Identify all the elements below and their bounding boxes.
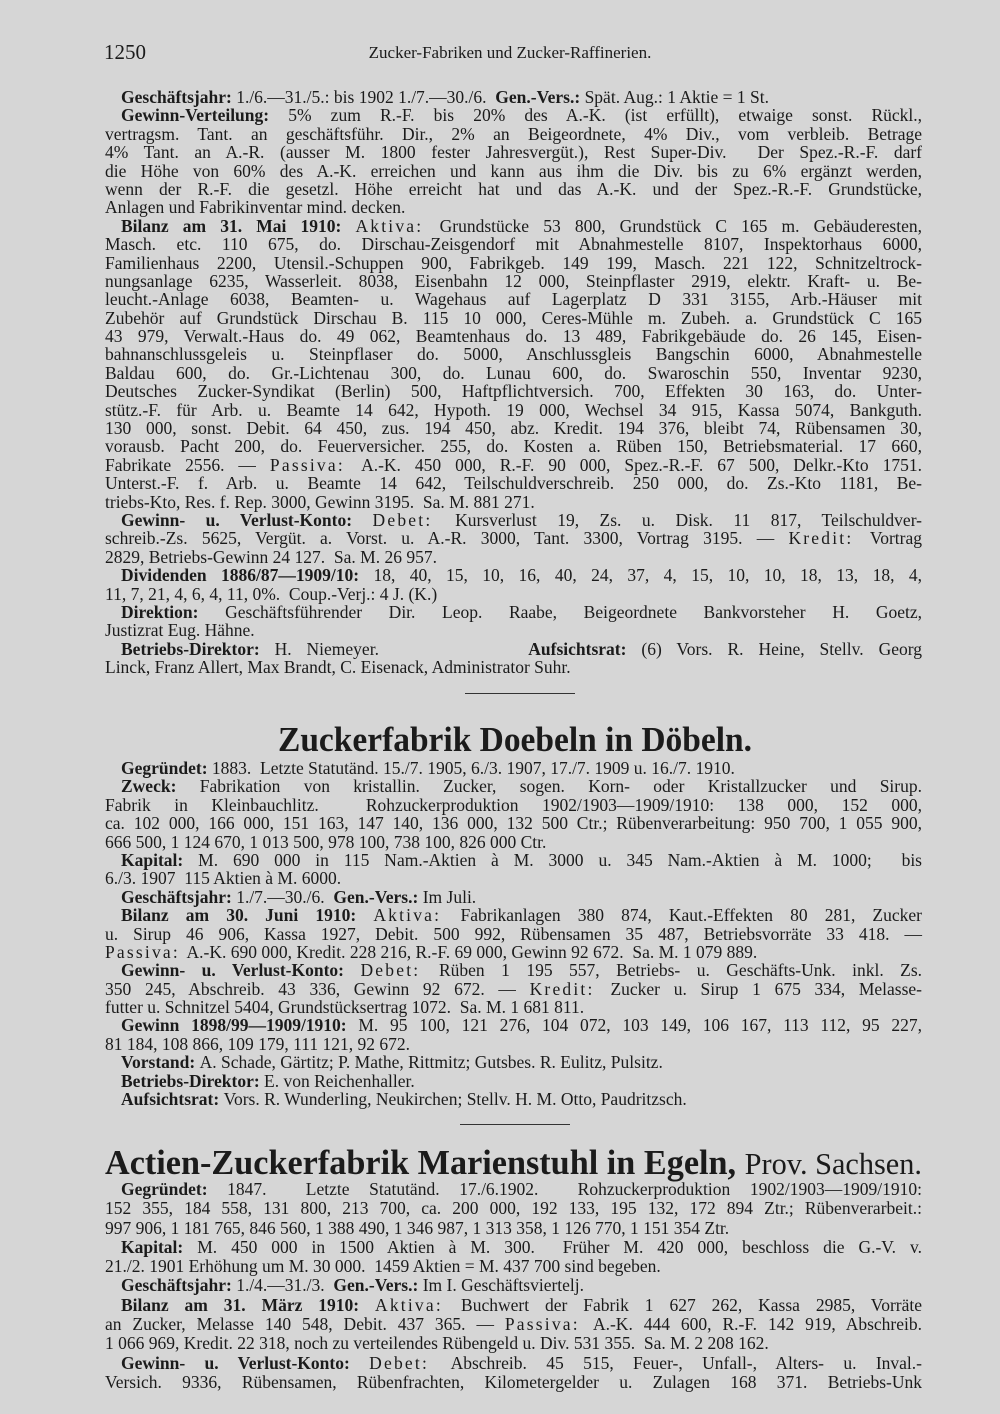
text-run: Rüben 1 195 557, Betriebs- u. Geschäfts-Unk. inkl. Zs. [438,960,923,981]
paragraph [105,759,922,777]
paragraph [105,640,922,677]
text-line-content [121,640,922,658]
paragraph [105,511,922,566]
running-title-text: Zucker-Fabriken und Zucker-Raffinerien. [368,43,652,62]
field-label: Gewinn- u. Verlust-Konto: [121,960,361,981]
text-run: Fabrikation von kristallin. Zucker, sogen. Korn- oder Kristallzucker und Sirup. [199,776,922,797]
text-line [105,419,922,437]
text-line [105,364,922,382]
text-run: 11, 7, 21, 4, 6, 4, 11, 0%. Coup.-Verj.: 4 J. (K.) [105,583,438,604]
text-line-content [105,419,922,437]
text-line-content [105,437,922,455]
text-run: Zucker u. Sirup 1 675 334, Melasse- [610,978,922,999]
text-run: Fabrik in Kleinbauchlitz. Rohzuckerproduktion 1902/1903—1909/1910: 138 000, 152 000, [105,794,922,815]
paragraph [105,888,922,906]
text-run: vertragsm. Tant. an geschäftsführ. Dir., 2% an Beigeordnete, 4% Div., vom verbleib. Betrage [105,123,922,144]
text-line [105,906,922,924]
text-line-content [105,943,757,961]
text-line-content [105,1257,661,1276]
field-label: Gegründet: [121,1179,228,1199]
text-line-content [105,180,922,198]
text-run: an Zucker, Melasse 140 548, Debit. 437 365. — [105,1314,505,1335]
text-line-content [105,456,922,474]
text-line [105,456,922,474]
paragraph [105,566,922,603]
text-line [105,309,922,327]
paragraph [105,217,922,511]
text-line-content [105,290,922,308]
text-line [105,1199,922,1218]
paragraph [105,1180,922,1238]
text-line-content [105,1219,729,1238]
field-label: Actien-Zuckerfabrik Marienstuhl in Egeln, [105,1143,745,1182]
running-title [300,43,720,63]
company-entry-marienstuhl [105,1180,922,1392]
text-line-content [121,1238,922,1257]
text-line-content [105,272,922,290]
text-line [105,888,922,906]
text-line [105,980,922,998]
text-line [105,511,922,529]
text-line-content [105,254,922,272]
text-run: triebs-Kto, Res. f. Rep. 3000, Gewinn 3195. Sa. M. 881 271. [105,491,535,512]
text-run: Spät. Aug.: 1 Aktie = 1 St. [584,87,769,107]
paragraph [105,1238,922,1277]
text-line-content [105,796,922,814]
text-line [105,640,922,658]
text-line [105,1072,922,1090]
field-label: Aufsichtsrat: [528,638,642,659]
paragraph [105,603,922,640]
field-label: Direktion: [121,601,226,622]
text-line-content [105,585,437,603]
text-line-content [121,777,922,795]
text-run: die Höhe von 60% des A.-K. erreichen und kann aus ihm die Div. bis zu 6% ergänzt werden, [105,160,922,181]
text-line-content [105,327,922,345]
text-line [105,1035,922,1053]
text-line [105,235,922,253]
text-line-content [105,925,922,943]
company-entry-doebeln [105,759,922,1108]
text-run: 2829, Betriebs-Gewinn 24 127. Sa. M. 26 957. [105,546,437,567]
text-run: 1./4.—31./3. [236,1275,334,1296]
text-run: 1 066 969, Kredit. 22 318, noch zu verteilendes Rübengeld u. Div. 531 355. Sa. M. 2 208 162. [105,1333,769,1354]
text-line [105,345,922,363]
text-line [105,493,922,511]
text-line [105,106,922,124]
spaced-term: Debet: [372,509,456,530]
field-label: Kapital: [121,1236,198,1257]
field-label: Betriebs-Direktor: [121,1070,265,1091]
field-label: Gewinn 1898/99—1909/1910: [121,1015,359,1036]
text-line-content [121,88,769,106]
text-line-content [121,217,922,235]
text-run: Justizrat Eug. Hähne. [105,620,255,641]
text-line [105,1354,922,1373]
text-line [105,529,922,547]
company-entry-continued [105,88,922,677]
spaced-term: Aktiva: [373,905,461,926]
text-line-content [121,1276,584,1295]
text-line-content [105,474,922,492]
text-line [105,796,922,814]
company-title-doebeln [278,720,752,760]
paragraph [105,777,922,851]
text-line [105,1219,922,1238]
text-line-content [105,198,405,216]
text-line [105,198,922,216]
text-run: M. 95 100, 121 276, 104 072, 103 149, 106 167, 113 112, 95 227, [358,1015,922,1036]
text-run: A.-K. 450 000, R.-F. 90 000, Spez.-R.-F. 67 500, Delkr.-Kto 1751. [361,454,922,475]
field-label: Gegründet: [121,758,212,778]
text-line-content [121,566,922,584]
field-label: Vorstand: [121,1052,200,1073]
text-line [105,180,922,198]
text-line [105,272,922,290]
text-line-content [121,106,922,124]
text-run: stütz.-F. für Arb. u. Beamte 14 642, Hypoth. 19 000, Wechsel 34 915, Kassa 5074, Bankguth. [105,399,922,420]
text-run: Masch. etc. 110 675, do. Dirschau-Zeisgendorf mit Abnahmestelle 8107, Inspektorhaus 6000, [105,234,922,255]
text-line-content [105,1315,922,1334]
text-line-content [105,1334,769,1353]
text-line [105,125,922,143]
text-run: Prov. Sachsen. [744,1146,922,1181]
company-title-marienstuhl [105,1143,922,1184]
text-line-content [105,980,922,998]
text-run: 1./7.—30./6. [236,886,334,907]
text-line-content [121,851,922,869]
text-run: (6) Vors. R. Heine, Stellv. Georg [641,638,922,659]
text-line [105,943,922,961]
text-line [105,1180,922,1199]
text-run: 81 184, 108 866, 109 179, 111 121, 92 672. [105,1033,410,1054]
spaced-term: Aktiva: [375,1294,462,1315]
text-run: M. 690 000 in 115 Nam.-Aktien à M. 3000 u. 345 Nam.-Aktien à M. 1000; bis [198,849,922,870]
text-run: vorausb. Pacht 200, do. Feuerversicher. 255, do. Kosten a. Rüben 150, Betriebsmaterial. 17 660, [105,436,922,457]
text-line [105,1373,922,1392]
field-label: Betriebs-Direktor: [121,638,275,659]
text-run: wenn der R.-F. die gesetzl. Höhe erreicht hat und das A.-K. und der Spez.-R.-F. Grundstücke, [105,178,922,199]
text-line [105,925,922,943]
text-line [105,566,922,584]
text-run: nungsanlage 6235, Wasserleit. 8038, Eisenbahn 12 000, Steinpflaster 2919, elektr. Kraft- u. Be- [105,270,922,291]
text-line [105,1296,922,1315]
text-line-content [105,162,922,180]
text-line-content [105,235,922,253]
text-line [105,585,922,603]
text-run: 1883. Letzte Statutänd. 15./7. 1905, 6./3. 1907, 17./7. 1909 u. 16./7. 1910. [211,758,735,778]
text-line-content [105,345,922,363]
text-run: 1./6.—31./5.: bis 1902 1./7.—30./6. [236,87,496,107]
text-line [105,759,922,777]
text-run: 152 355, 184 558, 131 800, 213 700, ca. 200 000, 192 133, 195 132, 172 894 Ztr.; Rübenverarbeit.: [105,1198,922,1219]
text-line-content [105,869,341,887]
text-line [105,1257,922,1276]
text-line [105,833,922,851]
text-line [105,217,922,235]
text-line-content [105,143,922,161]
text-run: E. von Reichenhaller. [264,1070,415,1091]
field-label: Geschäftsjahr: [121,886,237,907]
text-run: Buchwert der Fabrik 1 627 262, Kassa 2985, Vorräte [461,1294,922,1315]
text-line [105,777,922,795]
text-run: A.-K. 690 000, Kredit. 228 216, R.-F. 69 000, Gewinn 92 672. Sa. M. 1 079 889. [186,941,758,962]
spaced-term: Debet: [369,1352,451,1373]
paragraph [105,1072,922,1090]
spaced-term: Passiva: [504,1314,593,1335]
field-label: Bilanz am 31. März 1910: [121,1294,376,1315]
text-line [105,998,922,1016]
text-line-content [121,888,476,906]
text-line [105,548,922,566]
text-run: ca. 102 000, 166 000, 151 163, 147 140, 136 000, 132 500 Ctr.; Rübenverarbeitung: 950 700, 1 055 900, [105,813,922,834]
text-line-content [121,1053,663,1071]
text-line-content [121,1180,922,1199]
text-line-content [121,759,735,777]
text-run: 21./2. 1901 Erhöhung um M. 30 000. 1459 Aktien = M. 437 700 sind begeben. [105,1256,661,1277]
text-line-content [121,1072,415,1090]
text-line-content [105,382,922,400]
text-run: 1847. Letzte Statutänd. 17./6.1902. Rohzuckerproduktion 1902/1903—1909/1910: [227,1179,922,1199]
spaced-term: Passiva: [105,941,187,962]
field-label: Aufsichtsrat: [121,1089,224,1110]
text-line [105,474,922,492]
paragraph [105,961,922,1016]
field-label: Gen.-Vers.: [495,87,585,107]
text-line-content [121,603,922,621]
paragraph [105,851,922,888]
text-run: Vors. R. Wunderling, Neukirchen; Stellv. H. M. Otto, Paudritzsch. [223,1089,687,1110]
text-run: 4% Tant. an A.-R. (ausser M. 1800 fester Jahresvergüt.), Rest Super-Div. Der Spez.-R.-F. darf [105,142,922,163]
spaced-term: Passiva: [269,454,362,475]
text-line-content [121,1296,922,1315]
text-line-content [121,906,922,924]
spaced-term: Debet: [360,960,439,981]
text-line-content [121,1016,922,1034]
field-label: Gewinn- u. Verlust-Konto: [121,509,373,530]
text-line [105,327,922,345]
text-line [105,1053,922,1071]
text-line [105,814,922,832]
text-run: Im Juli. [422,886,477,907]
text-run: A. Schade, Gärtitz; P. Mathe, Rittmitz; Gutsbes. R. Eulitz, Pulsitz. [199,1052,663,1073]
text-line [105,143,922,161]
text-line-content [105,309,922,327]
paragraph [105,1276,922,1295]
text-line-content [121,1354,922,1373]
text-line-content [105,493,535,511]
paragraph [105,88,922,106]
field-label: Zweck: [121,776,200,797]
text-run: Fabrikate 2556. — [105,454,270,475]
text-line [105,162,922,180]
paragraph [105,1354,922,1393]
text-line [105,1334,922,1353]
text-run: bahnanschlussgeleis u. Steinpflaser do. 5000, Anschlussgleis Bangschin 6000, Abnahmestelle [105,344,922,365]
text-run: Kursverlust 19, Zs. u. Disk. 11 817, Teilschuldver- [455,509,922,530]
text-line-content [105,1199,922,1218]
page-number: 1250 [104,40,146,64]
paragraph [105,1090,922,1108]
text-line-content [105,658,571,676]
field-label: Bilanz am 31. Mai 1910: [121,215,356,236]
text-line-content [105,1373,922,1392]
paragraph [105,1053,922,1071]
field-label: Gewinn-Verteilung: [121,105,289,126]
text-line-content [105,529,922,547]
text-run: 43 979, Verwalt.-Haus do. 49 062, Beamtenhaus do. 13 489, Fabrikgebäude do. 26 145, Eisen- [105,326,922,347]
text-line-content [105,1035,410,1053]
field-label: Geschäftsjahr: [121,87,237,107]
text-run: Grundstücke 53 800, Grundstück C 165 m. Gebäuderesten, [439,215,922,236]
text-line [105,1090,922,1108]
text-line [105,88,922,106]
text-run: M. 450 000 in 1500 Aktien à M. 300. Früher M. 420 000, beschloss die G.-V. v. [197,1236,922,1257]
text-run: Fabrikanlagen 380 874, Kaut.-Effekten 80 281, Zucker [460,905,922,926]
text-line-content [105,401,922,419]
text-run: Baldau 600, do. Gr.-Lichtenau 300, do. Lunau 600, do. Swaroschin 550, Inventar 9230, [105,362,922,383]
text-run: 18, 40, 15, 10, 16, 40, 24, 37, 4, 15, 10, 10, 18, 13, 18, 4, [373,565,922,586]
text-line-content [105,621,255,639]
text-line [105,603,922,621]
text-line [105,658,922,676]
field-label: Gen.-Vers.: [333,1275,423,1296]
text-run: u. Sirup 46 906, Kassa 1927, Debit. 500 992, Rübensamen 35 487, Betriebsvorräte 33 418. — [105,923,922,944]
text-run: 997 906, 1 181 765, 846 560, 1 388 490, 1 346 987, 1 313 358, 1 126 770, 1 151 354 Ztr. [105,1217,730,1238]
text-line-content [105,364,922,382]
company-title-text [105,1143,922,1184]
text-line [105,1315,922,1334]
text-run: Im I. Geschäftsviertelj. [422,1275,585,1296]
text-line-content [105,125,922,143]
spaced-term: Aktiva: [355,215,440,236]
text-run: 666 500, 1 124 670, 1 013 500, 978 100, 738 100, 826 000 Ctr. [105,831,547,852]
text-line-content [121,961,922,979]
company-title-text [278,720,752,760]
text-line [105,1238,922,1257]
text-line-content [105,833,546,851]
text-line-content [105,548,437,566]
text-line-content [121,1090,687,1108]
text-run: futter u. Schnitzel 5404, Grundstücksertrag 1072. Sa. M. 1 681 811. [105,997,585,1018]
text-run: Familienhaus 2200, Utensil.-Schuppen 900, Fabrikgeb. 149 199, Masch. 221 122, Schnitzeltrock- [105,252,922,273]
text-line [105,1276,922,1295]
text-run: schreib.-Zs. 5625, Vergüt. a. Vorst. u. A.-R. 3000, Tant. 3300, Vortrag 3195. — [105,528,789,549]
paragraph [105,106,922,216]
text-run: 130 000, sonst. Debit. 64 450, zus. 194 450, abz. Kredit. 194 376, bleibt 74, Rübensamen 30, [105,418,922,439]
text-run: 6./3. 1907 115 Aktien à M. 6000. [105,868,342,889]
text-line [105,437,922,455]
text-line [105,401,922,419]
text-line [105,961,922,979]
field-label: Gewinn- u. Verlust-Konto: [121,1352,370,1373]
text-line [105,1016,922,1034]
text-line [105,869,922,887]
text-run: Linck, Franz Allert, Max Brandt, C. Eisenack, Administrator Suhr. [105,657,571,678]
field-label: Kapital: [121,849,199,870]
text-line [105,254,922,272]
text-run: 350 245, Abschreib. 43 336, Gewinn 92 672. — [105,978,530,999]
text-run: Anlagen und Fabrikinventar mind. decken. [105,197,406,218]
field-label: Dividenden 1886/87—1909/10: [121,565,374,586]
paragraph [105,1296,922,1354]
paragraph [105,1016,922,1053]
text-run: 5% zum R.-F. bis 20% des A.-K. (ist erfüllt), etwaige sonst. Rückl., [288,105,922,126]
text-line [105,290,922,308]
text-line-content [105,814,922,832]
text-line [105,382,922,400]
text-run: Vortrag [869,528,922,549]
field-label: Bilanz am 30. Juni 1910: [121,905,374,926]
field-label: Geschäftsjahr: [121,1275,237,1296]
text-line-content [121,511,922,529]
section-divider [460,1124,570,1125]
text-run: Unterst.-F. f. Arb. u. Beamte 14 642, Teilschuldverschreib. 250 000, do. Zs.-Kto 1181, Be- [105,473,922,494]
text-run: Geschäftsführender Dir. Leop. Raabe, Beigeordnete Bankvorsteher H. Goetz, [225,601,922,622]
paragraph [105,906,922,961]
text-run: H. Niemeyer. [274,638,529,659]
text-run: Versich. 9336, Rübensamen, Rübenfrachten, Kilometergelder u. Zulagen 168 371. Betriebs-Unk [105,1371,922,1392]
field-label: Zuckerfabrik Doebeln in Döbeln. [278,720,752,759]
text-run: A.-K. 444 600, R.-F. 142 919, Abschreib. [592,1314,922,1335]
text-run: Zubehör auf Grundstück Dirschau B. 115 10 000, Ceres-Mühle m. Zubeh. a. Grundstück C 165 [105,307,922,328]
text-run: Abschreib. 45 515, Feuer-, Unfall-, Alters- u. Inval.- [450,1352,922,1373]
spaced-term: Kredit: [788,528,870,549]
text-line [105,851,922,869]
spaced-term: Kredit: [529,978,611,999]
text-run: Deutsches Zucker-Syndikat (Berlin) 500, Haftpflichtversich. 700, Effekten 30 163, do. Unter- [105,381,922,402]
section-divider [465,693,575,694]
field-label: Gen.-Vers.: [333,886,423,907]
text-line [105,621,922,639]
text-run: leucht.-Anlage 6038, Beamten- u. Wagehaus auf Lagerplatz D 331 3155, Arb.-Häuser mit [105,289,922,310]
text-line-content [105,998,584,1016]
